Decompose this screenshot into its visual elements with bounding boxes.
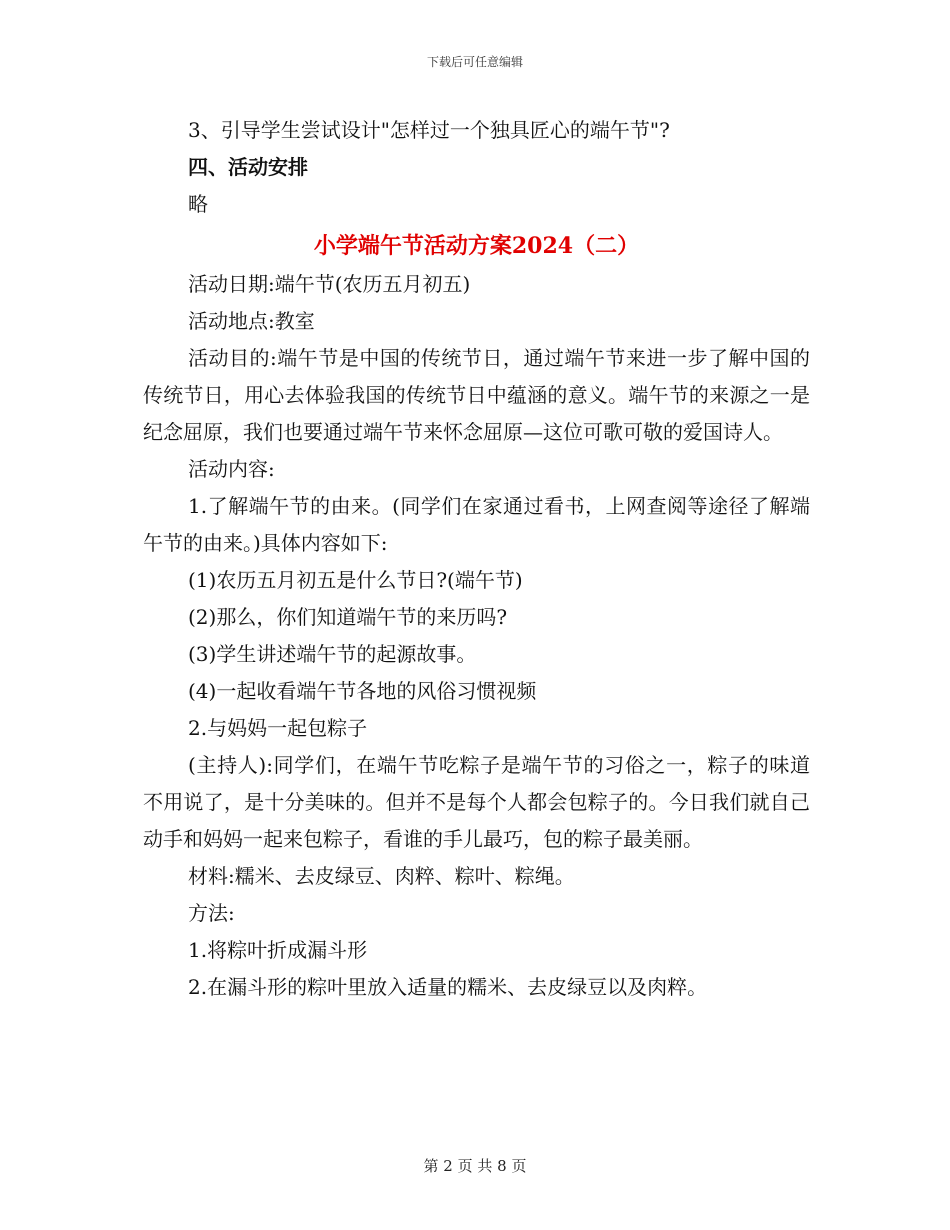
step-1: 1.了解端午节的由来。(同学们在家通过看书，上网查阅等途径了解端午节的由来。)具体内容如下:: [143, 494, 810, 555]
activity-place: 活动地点:教室: [188, 309, 315, 333]
method-step-1: 1.将粽叶折成漏斗形: [188, 938, 368, 962]
step-1-sub-4: (4)一起收看端午节各地的风俗习惯视频: [188, 679, 537, 703]
page-header-note: 下载后可任意编辑: [426, 55, 523, 69]
method-label: 方法:: [188, 901, 235, 925]
activity-content-label: 活动内容:: [188, 457, 275, 481]
document-body: [143, 112, 810, 1006]
step-1-sub-1: (1)农历五月初五是什么节日?(端午节): [188, 568, 523, 592]
host-speech: (主持人):同学们，在端午节吃粽子是端午节的习俗之一，粽子的味道不用说了，是十分美味的。但并不是每个人都会包粽子的。今日我们就自己动手和妈妈一起来包粽子，看谁的手儿最巧，包的粽子最美丽。: [143, 753, 810, 851]
step-1-sub-2: (2)那么，你们知道端午节的来历吗?: [188, 605, 508, 629]
method-step-2: 2.在漏斗形的粽叶里放入适量的糯米、去皮绿豆以及肉粹。: [188, 975, 708, 999]
step-1-sub-3: (3)学生讲述端午节的起源故事。: [188, 642, 477, 666]
step-2: 2.与妈妈一起包粽子: [188, 716, 368, 740]
plan-2-title: 小学端午节活动方案2024（二）: [313, 233, 640, 259]
activity-purpose: 活动目的:端午节是中国的传统节日，通过端午节来进一步了解中国的传统节日，用心去体验我国的传统节日中蕴涵的意义。端午节的来源之一是纪念屈原，我们也要通过端午节来怀念屈原—这位可歌可敬的爱国诗人。: [143, 346, 810, 444]
page-footer-number: 第 2 页 共 8 页: [423, 1157, 527, 1175]
section-4-heading: 四、活动安排: [188, 155, 308, 179]
section-4-body: 略: [188, 192, 208, 216]
activity-date: 活动日期:端午节(农历五月初五): [188, 272, 471, 296]
intro-item-3: 3、引导学生尝试设计"怎样过一个独具匠心的端午节"?: [188, 118, 670, 142]
materials: 材料:糯米、去皮绿豆、肉粹、粽叶、粽绳。: [188, 864, 575, 888]
